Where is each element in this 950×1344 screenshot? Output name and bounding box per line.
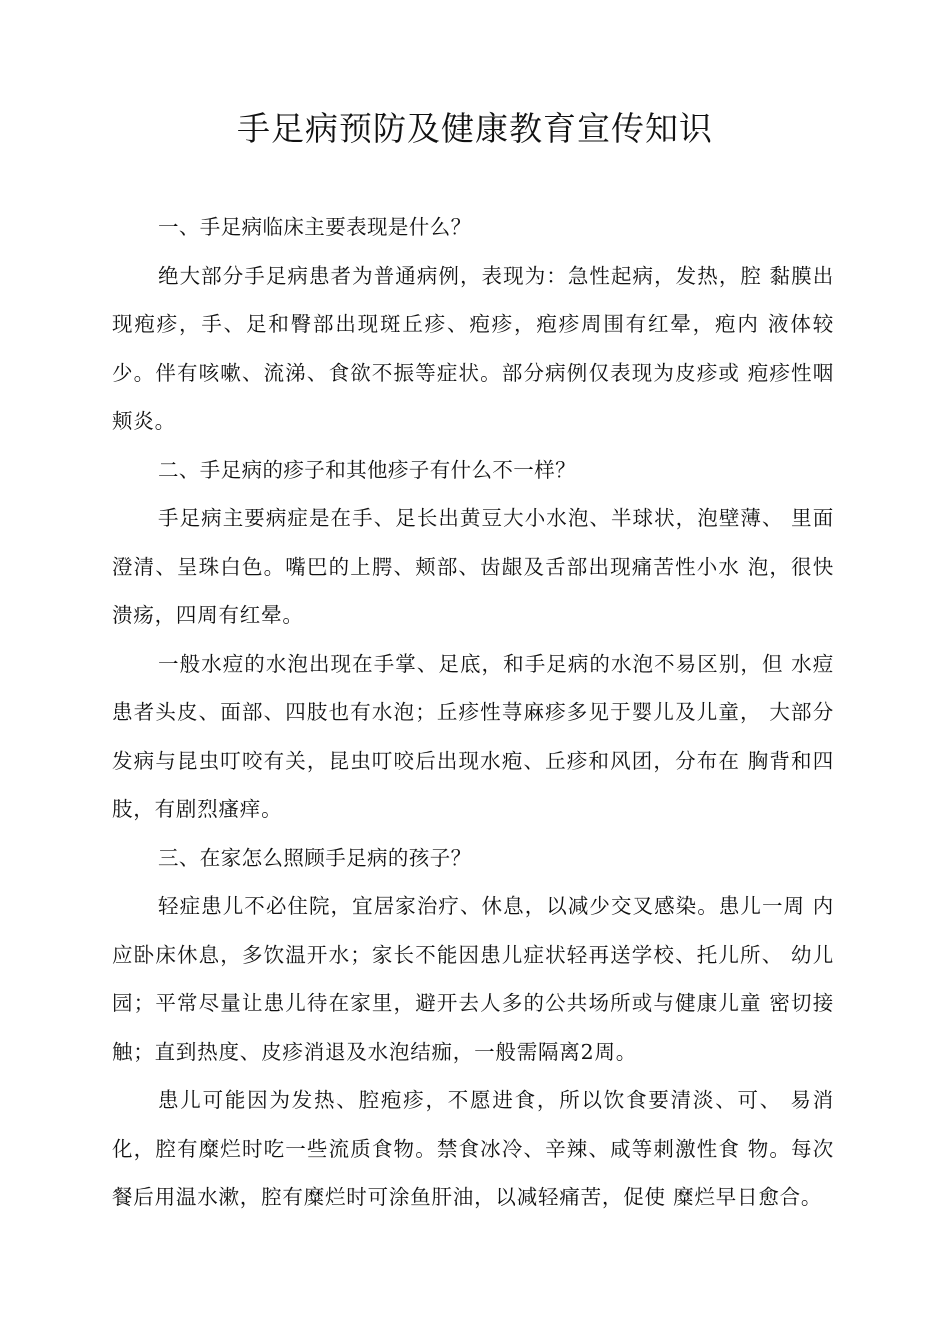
- paragraph-rash-comparison: 一般水痘的水泡出现在手掌、足底，和手足病的水泡不易区别，但 水痘患者头皮、面部、四肢也有水泡；丘疹性荨麻疹多见于婴儿及儿童， 大部分发病与昆虫叮咬有关，昆虫叮咬后出现水疱、丘疹和风团，分布在 胸背和四肢，有剧烈瘙痒。: [112, 651, 834, 821]
- document-body: [112, 203, 834, 1222]
- paragraph-home-care: 轻症患儿不必住院，宜居家治疗、休息，以减少交叉感染。患儿一周 内应卧床休息，多饮温开水；家长不能因患儿症状轻再送学校、托儿所、 幼儿园；平常尽量让患儿待在家里，避开去人多的公共场所或与健康儿童 密切接触；直到热度、皮疹消退及水泡结痂，一般需隔离2周。: [112, 894, 834, 1064]
- paragraph-rash-features: 手足病主要病症是在手、足长出黄豆大小水泡、半球状，泡壁薄、 里面澄清、呈珠白色。嘴巴的上腭、颊部、齿龈及舌部出现痛苦性小水 泡，很快溃疡，四周有红晕。: [112, 506, 834, 627]
- section-heading-3: 三、在家怎么照顾手足病的孩子？: [158, 845, 472, 870]
- section-heading-2: 二、手足病的疹子和其他疹子有什么不一样？: [158, 457, 576, 482]
- section-heading-1: 一、手足病临床主要表现是什么？: [158, 215, 472, 239]
- paragraph-symptoms: 绝大部分手足病患者为普通病例，表现为：急性起病，发热，腔 黏膜出现疱疹，手、足和臀部出现斑丘疹、疱疹，疱疹周围有红晕，疱内 液体较少。伴有咳嗽、流涕、食欲不振等症状。部分病例仅表现为皮疹或 疱疹性咽颊炎。: [112, 263, 834, 433]
- document-title: 手足病预防及健康教育宣传知识: [237, 109, 713, 148]
- paragraph-diet-care: 患儿可能因为发热、腔疱疹，不愿进食，所以饮食要清淡、可、 易消化，腔有糜烂时吃一些流质食物。禁食冰冷、辛辣、咸等刺激性食 物。每次餐后用温水漱，腔有糜烂时可涂鱼肝油，以减轻痛苦，促使 糜烂早日愈合。: [112, 1088, 834, 1209]
